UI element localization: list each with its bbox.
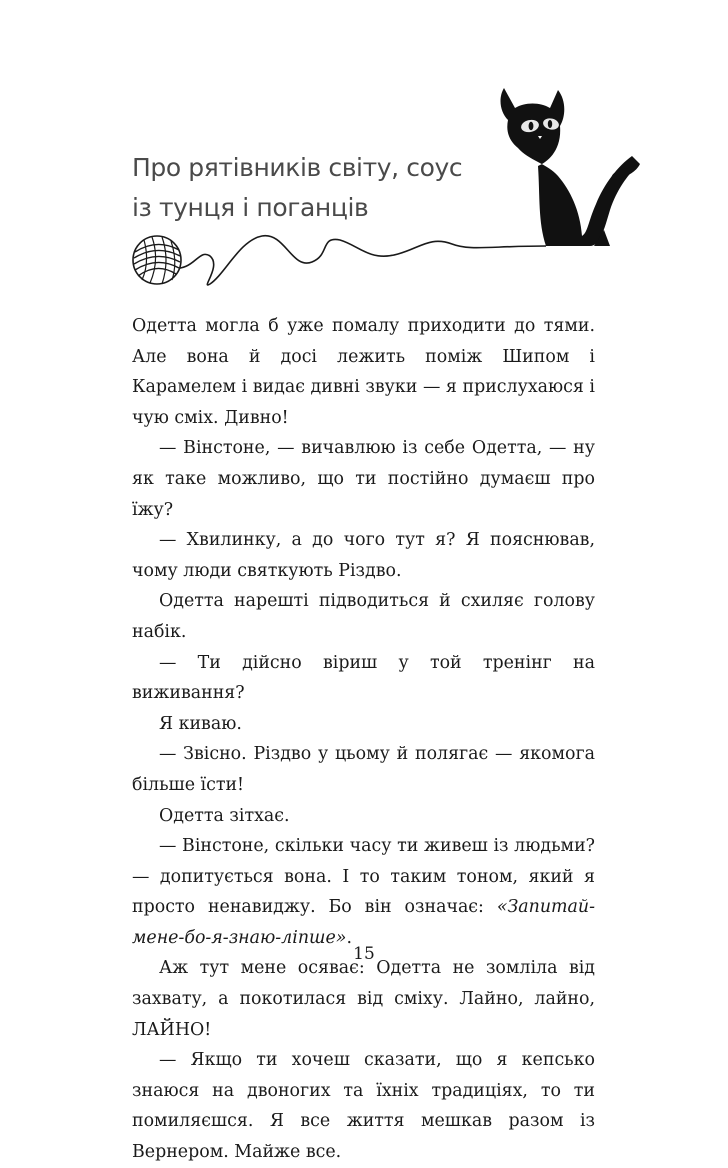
paragraph-5: — Ти дійсно віриш у той тренінг на виживання?: [132, 652, 595, 704]
chapter-title: [132, 148, 472, 228]
paragraph-3: — Хвилинку, а до чого тут я? Я пояснював, чому люди святкують Різдво.: [132, 530, 595, 581]
paragraph-2: — Вінстоне, — вичавлюю із себе Одетта, — ну як таке можливо, що ти постійно думаєш про їжу?: [132, 438, 595, 520]
page-number: 15: [353, 944, 375, 964]
paragraph-11: — Якщо ти хочеш сказати, що я кепсько знаюся на двоногих та їхніх традиціях, то ти помиляєшся. Я все життя мешкав разом із Вернером. Майже все.: [132, 1050, 596, 1163]
paragraph-9: — Вінстоне, скільки часу ти живеш із людьми? — допитується вона. І то таким тоном, який я просто ненавиджу. Бо він означає: «Запитай-мене-бо-я-знаю-ліпше».: [132, 836, 595, 948]
paragraph-1: Одетта могла б уже помалу приходити до тями. Але вона й досі лежить поміж Шипом і Карамелем і видає дивні звуки — я прислухаюся і чую сміх. Дивно!: [132, 316, 595, 428]
black-cat-icon: [501, 88, 640, 246]
body-text: [132, 311, 595, 1168]
chapter-title-line-2: із тунця і поганців: [132, 193, 369, 222]
paragraph-4: Одетта нарешті підводиться й схиляє голову набік.: [132, 591, 595, 642]
yarn-thread: [170, 236, 546, 285]
yarn-ball-icon: [133, 236, 181, 284]
paragraph-7: — Звісно. Різдво у цьому й полягає — якомога більше їсти!: [132, 744, 595, 795]
chapter-title-line-1: Про рятівників світу, соус: [132, 153, 463, 182]
paragraph-6: Я киваю.: [159, 713, 242, 734]
paragraph-10: Аж тут мене осяває: Одетта не зомліла від захвату, а покотилася від сміху. Лайно, лайно, ЛАЙНО!: [132, 958, 596, 1040]
paragraph-8: Одетта зітхає.: [159, 805, 290, 826]
